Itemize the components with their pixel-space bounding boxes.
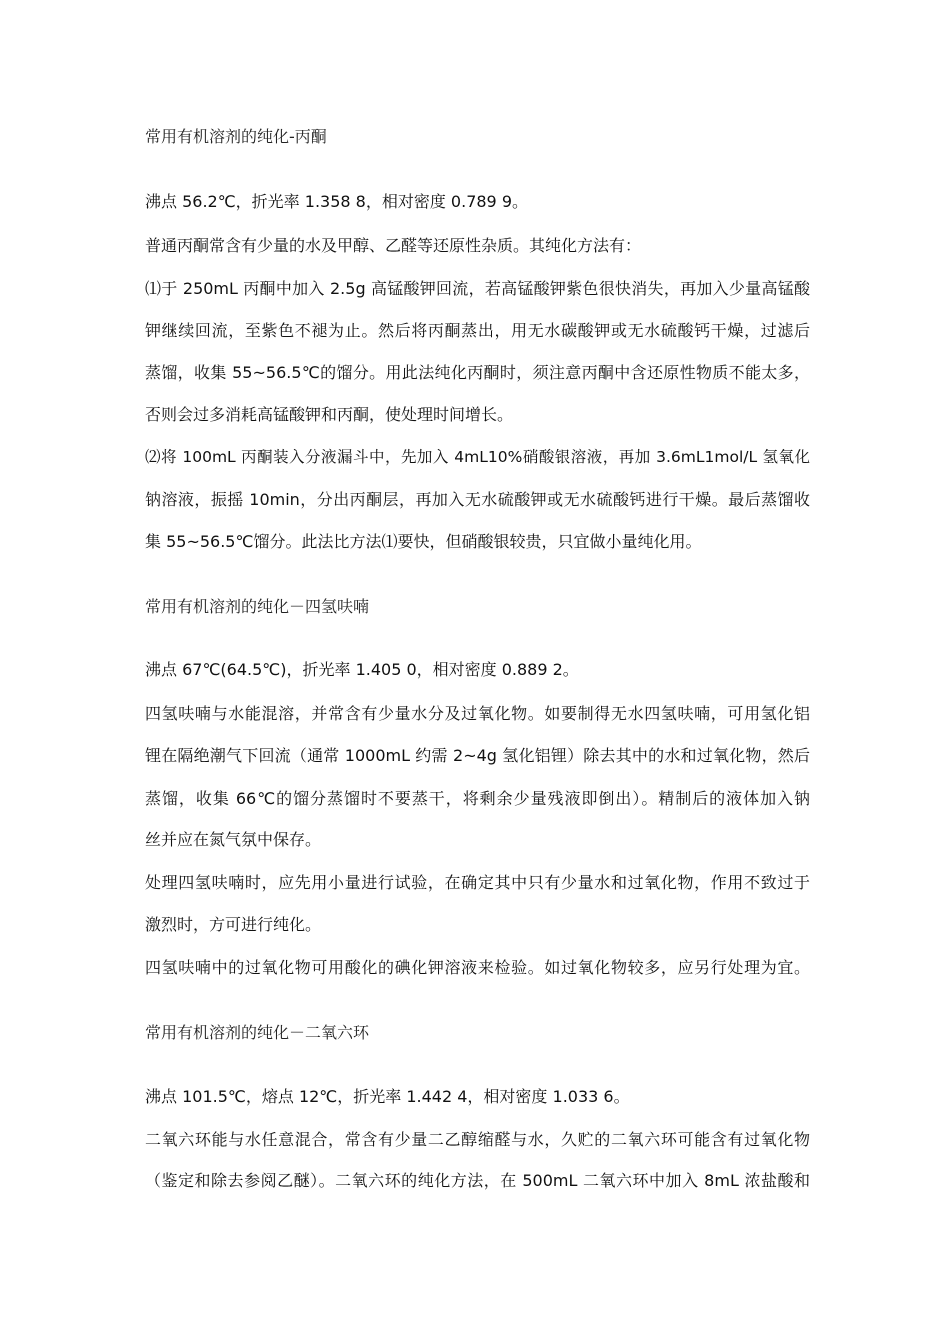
acetone-paragraph-line: 集 55~56.5℃馏分。此法比方法⑴要快，但硝酸银较贵，只宜做小量纯化用。 bbox=[145, 532, 702, 551]
thf-paragraph-line: 激烈时，方可进行纯化。 bbox=[145, 915, 322, 934]
dioxane-paragraph-line: 二氧六环能与水任意混合，常含有少量二乙醇缩醛与水，久贮的二氧六环可能含有过氧化物 bbox=[145, 1130, 810, 1149]
acetone-paragraph-line: 否则会过多消耗高锰酸钾和丙酮，使处理时间增长。 bbox=[145, 405, 514, 424]
dioxane-properties: 沸点 101.5℃，熔点 12℃，折光率 1.442 4，相对密度 1.033 6。 bbox=[145, 1087, 630, 1106]
acetone-paragraph-line: ⑴于 250mL 丙酮中加入 2.5g 高锰酸钾回流，若高锰酸钾紫色很快消失，再加入少量高锰酸 bbox=[145, 279, 810, 298]
thf-properties: 沸点 67℃(64.5℃)，折光率 1.405 0，相对密度 0.889 2。 bbox=[145, 660, 579, 679]
thf-paragraph-line: 锂在隔绝潮气下回流（通常 1000mL 约需 2~4g 氢化铝锂）除去其中的水和过氧化物，然后 bbox=[145, 746, 810, 765]
dioxane-paragraph-line: （鉴定和除去参阅乙醚）。二氧六环的纯化方法，在 500mL 二氧六环中加入 8mL 浓盐酸和 bbox=[145, 1171, 810, 1190]
thf-paragraph-line: 丝并应在氮气氛中保存。 bbox=[145, 830, 322, 849]
thf-paragraph-line: 处理四氢呋喃时，应先用小量进行试验，在确定其中只有少量水和过氧化物，作用不致过于 bbox=[145, 873, 810, 892]
thf-paragraph-line: 四氢呋喃与水能混溶，并常含有少量水分及过氧化物。如要制得无水四氢呋喃，可用氢化铝 bbox=[145, 704, 810, 723]
acetone-paragraph-line: 普通丙酮常含有少量的水及甲醇、乙醛等还原性杂质。其纯化方法有： bbox=[145, 236, 642, 255]
acetone-paragraph-line: 蒸馏，收集 55~56.5℃的馏分。用此法纯化丙酮时，须注意丙酮中含还原性物质不能太多， bbox=[145, 363, 810, 382]
section-title-dioxane: 常用有机溶剂的纯化－二氧六环 bbox=[145, 1023, 370, 1042]
acetone-paragraph-line: 钾继续回流，至紫色不褪为止。然后将丙酮蒸出，用无水碳酸钾或无水硫酸钙干燥，过滤后 bbox=[145, 321, 810, 340]
thf-paragraph-line: 蒸馏，收集 66℃的馏分蒸馏时不要蒸干，将剩余少量残液即倒出）。精制后的液体加入钠 bbox=[145, 789, 810, 808]
acetone-properties: 沸点 56.2℃，折光率 1.358 8，相对密度 0.789 9。 bbox=[145, 192, 528, 211]
acetone-paragraph-line: ⑵将 100mL 丙酮装入分液漏斗中，先加入 4mL10%硝酸银溶液，再加 3.6mL1mol/L 氢氧化 bbox=[145, 448, 810, 466]
acetone-paragraph-line: 钠溶液，振摇 10min，分出丙酮层，再加入无水硫酸钾或无水硫酸钙进行干燥。最后蒸馏收 bbox=[145, 490, 810, 509]
thf-paragraph-line: 四氢呋喃中的过氧化物可用酸化的碘化钾溶液来检验。如过氧化物较多，应另行处理为宜。 bbox=[145, 958, 810, 977]
section-title-acetone: 常用有机溶剂的纯化-丙酮 bbox=[145, 127, 327, 146]
section-title-thf: 常用有机溶剂的纯化－四氢呋喃 bbox=[145, 597, 370, 616]
